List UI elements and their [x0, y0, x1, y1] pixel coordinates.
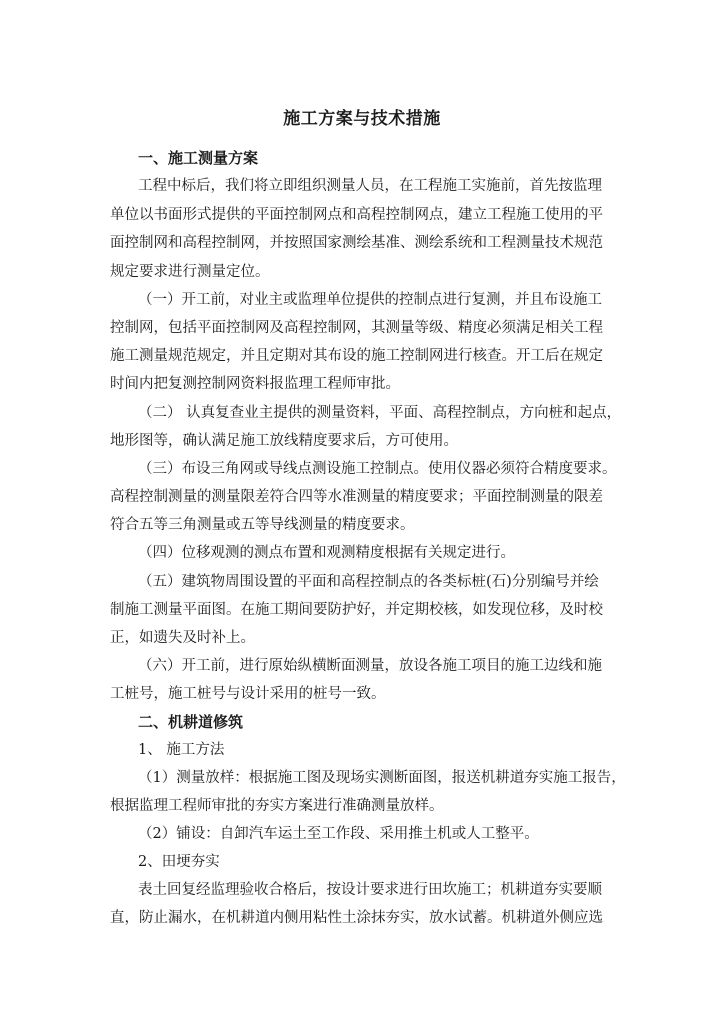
paragraph-line: 时间内把复测控制网资料报监理工程师审批。	[110, 376, 400, 392]
paragraph-line: 施工测量规范规定，并且定期对其布设的施工控制网进行核查。开工后在规定	[110, 348, 603, 364]
paragraph-line: 控制网，包括平面控制网及高程控制网，其测量等级、精度必须满足相关工程	[110, 320, 603, 336]
paragraph-line: 单位以书面形式提供的平面控制网点和高程控制网点，建立工程施工使用的平	[110, 207, 603, 223]
paragraph-line: 直，防止漏水，在机耕道内侧用粘性土涂抹夯实，放水试蓄。机耕道外侧应选	[110, 910, 603, 926]
paragraph-line: （五）建筑物周围设置的平面和高程控制点的各类标桩(石)分别编号并绘	[138, 574, 599, 590]
paragraph-line: （二） 认真复查业主提供的测量资料，平面、高程控制点，方向桩和起点，	[138, 405, 622, 421]
paragraph-line: （三）布设三角网或导线点测设施工控制点。使用仪器必须符合精度要求。	[138, 461, 617, 477]
paragraph-line: 地形图等，确认满足施工放线精度要求后，方可使用。	[110, 433, 458, 449]
paragraph-line: 工程中标后，我们将立即组织测量人员，在工程施工实施前，首先按监理	[138, 178, 602, 194]
paragraph-line: （四）位移观测的测点布置和观测精度根据有关规定进行。	[138, 545, 515, 561]
paragraph-line: 面控制网和高程控制网，并按照国家测绘基准、测绘系统和工程测量技术规范	[110, 235, 603, 251]
paragraph-line: 正，如遗失及时补上。	[110, 630, 255, 646]
paragraph-line: （2）铺设：自卸汽车运土至工作段、采用推土机或人工整平。	[138, 826, 539, 842]
paragraph-line: （六）开工前，进行原始纵横断面测量，放设各施工项目的施工边线和施	[138, 658, 602, 674]
paragraph-line: （1）测量放样：根据施工图及现场实测断面图，报送机耕道夯实施工报告，	[138, 770, 626, 786]
paragraph-line: 高程控制测量的测量限差符合四等水准测量的精度要求；平面控制测量的限差	[110, 489, 603, 505]
paragraph-line: 表土回复经监理验收合格后，按设计要求进行田坎施工；机耕道夯实要顺	[138, 882, 602, 898]
section-heading-2: 二、机耕道修筑	[138, 713, 244, 731]
paragraph-line: 根据监理工程师审批的夯实方案进行准确测量放样。	[110, 798, 444, 814]
paragraph-line: 制施工测量平面图。在施工期间要防护好，并定期校核，如发现位移，及时校	[110, 602, 603, 618]
paragraph-line: （一）开工前，对业主或监理单位提供的控制点进行复测，并且布设施工	[138, 292, 602, 308]
section-heading-1: 一、施工测量方案	[138, 149, 259, 167]
subheading: 1、 施工方法	[138, 742, 225, 758]
subheading: 2、田埂夯实	[138, 854, 220, 870]
paragraph-line: 符合五等三角测量或五等导线测量的精度要求。	[110, 517, 415, 533]
page-title: 施工方案与技术措施	[283, 109, 441, 129]
paragraph-line: 规定要求进行测量定位。	[110, 264, 270, 280]
paragraph-line: 工桩号，施工桩号与设计采用的桩号一致。	[110, 686, 386, 702]
